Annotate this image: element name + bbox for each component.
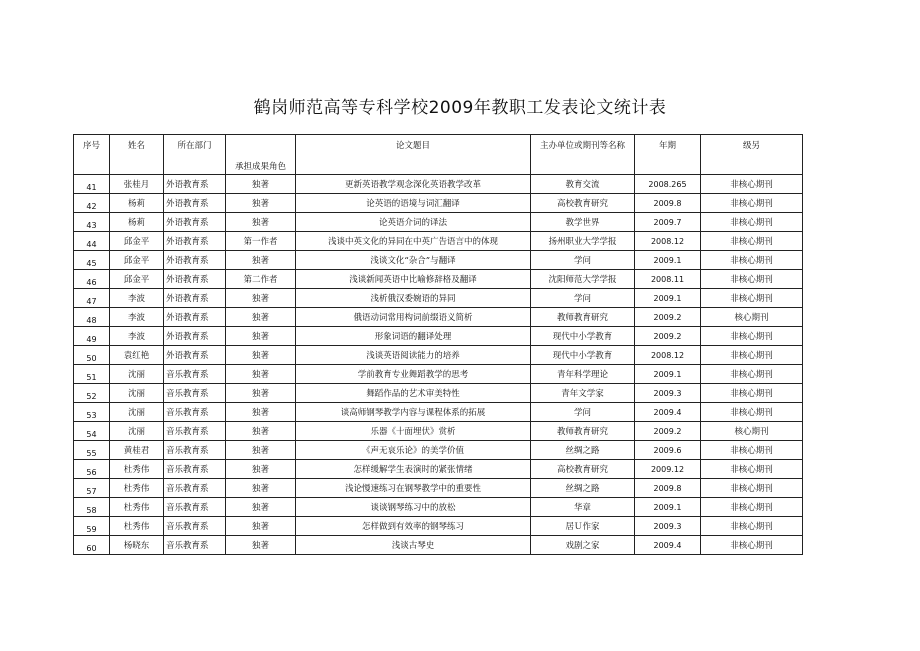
cell-level: 非核心期刊: [701, 479, 803, 498]
cell-role: 独著: [226, 384, 296, 403]
cell-no: 55: [74, 441, 110, 460]
cell-name: 杨晓东: [110, 536, 164, 555]
table-row: [74, 270, 803, 289]
cell-name: 袁红艳: [110, 346, 164, 365]
header-level: 级另: [701, 135, 803, 175]
papers-table: [73, 134, 803, 555]
cell-role: 独著: [226, 327, 296, 346]
page-title: 鹤岗师范高等专科学校2009年教职工发表论文统计表: [253, 98, 667, 118]
cell-role: 独著: [226, 479, 296, 498]
cell-dept: 外语教育系: [164, 175, 226, 194]
cell-period: 2009.2: [635, 327, 701, 346]
cell-dept: 外语教育系: [164, 327, 226, 346]
cell-paper: 更新英语教学观念深化英语教学改革: [296, 175, 531, 194]
cell-no: 52: [74, 384, 110, 403]
table-row: [74, 460, 803, 479]
cell-no: 44: [74, 232, 110, 251]
header-role: 承担成果角色: [226, 135, 296, 175]
cell-no: 50: [74, 346, 110, 365]
cell-level: 非核心期刊: [701, 498, 803, 517]
cell-period: 2009.1: [635, 251, 701, 270]
cell-period: 2009.2: [635, 308, 701, 327]
cell-name: 沈丽: [110, 422, 164, 441]
cell-journal: 沈阳师范大学学报: [531, 270, 635, 289]
cell-level: 非核心期刊: [701, 403, 803, 422]
cell-dept: 外语教育系: [164, 308, 226, 327]
cell-journal: 青年文学家: [531, 384, 635, 403]
table-row: [74, 441, 803, 460]
cell-level: 非核心期刊: [701, 460, 803, 479]
cell-role: 独著: [226, 460, 296, 479]
table-row: [74, 479, 803, 498]
cell-period: 2009.7: [635, 213, 701, 232]
cell-dept: 外语教育系: [164, 270, 226, 289]
cell-paper: 论英语的语境与词汇翻译: [296, 194, 531, 213]
cell-role: 独著: [226, 365, 296, 384]
cell-journal: 丝绸之路: [531, 479, 635, 498]
cell-role: 独著: [226, 422, 296, 441]
cell-paper: 浅论慢速练习在钢琴教学中的重要性: [296, 479, 531, 498]
cell-level: 非核心期刊: [701, 327, 803, 346]
table-row: [74, 365, 803, 384]
cell-period: 2009.1: [635, 365, 701, 384]
cell-level: 非核心期刊: [701, 536, 803, 555]
cell-role: 独著: [226, 517, 296, 536]
cell-role: 独著: [226, 536, 296, 555]
header-name: 姓名: [110, 135, 164, 175]
cell-level: 非核心期刊: [701, 251, 803, 270]
cell-no: 60: [74, 536, 110, 555]
cell-paper: 形象词语的翻译处理: [296, 327, 531, 346]
cell-name: 沈丽: [110, 384, 164, 403]
cell-journal: 高校教育研究: [531, 194, 635, 213]
cell-dept: 音乐教育系: [164, 498, 226, 517]
cell-level: 非核心期刊: [701, 232, 803, 251]
cell-role: 独著: [226, 441, 296, 460]
cell-name: 李波: [110, 289, 164, 308]
cell-period: 2008.12: [635, 346, 701, 365]
cell-journal: 扬州职业大学学报: [531, 232, 635, 251]
header-journal: 主办单位或期刊等名称: [531, 135, 635, 175]
cell-no: 58: [74, 498, 110, 517]
cell-level: 非核心期刊: [701, 289, 803, 308]
cell-paper: 浅谈古琴史: [296, 536, 531, 555]
cell-period: 2009.8: [635, 479, 701, 498]
table-row: [74, 194, 803, 213]
cell-no: 59: [74, 517, 110, 536]
table-row: [74, 213, 803, 232]
table-row: [74, 346, 803, 365]
cell-journal: 居Ｕ作家: [531, 517, 635, 536]
cell-journal: 教育交流: [531, 175, 635, 194]
cell-level: 非核心期刊: [701, 517, 803, 536]
table-row: [74, 289, 803, 308]
cell-role: 第二作者: [226, 270, 296, 289]
cell-no: 48: [74, 308, 110, 327]
cell-name: 张桂月: [110, 175, 164, 194]
cell-journal: 学问: [531, 289, 635, 308]
cell-dept: 外语教育系: [164, 194, 226, 213]
cell-level: 非核心期刊: [701, 365, 803, 384]
cell-level: 非核心期刊: [701, 213, 803, 232]
cell-period: 2008.12: [635, 232, 701, 251]
cell-period: 2009.1: [635, 498, 701, 517]
cell-no: 43: [74, 213, 110, 232]
cell-dept: 音乐教育系: [164, 365, 226, 384]
cell-role: 独著: [226, 346, 296, 365]
table-row: [74, 232, 803, 251]
cell-period: 2009.6: [635, 441, 701, 460]
cell-role: 独著: [226, 194, 296, 213]
cell-period: 2009.1: [635, 289, 701, 308]
cell-period: 2009.8: [635, 194, 701, 213]
cell-level: 非核心期刊: [701, 384, 803, 403]
table-row: [74, 422, 803, 441]
cell-period: 2009.3: [635, 384, 701, 403]
cell-journal: 学问: [531, 403, 635, 422]
cell-paper: 论英语介词的译法: [296, 213, 531, 232]
cell-paper: 怎样做到有效率的钢琴练习: [296, 517, 531, 536]
cell-no: 57: [74, 479, 110, 498]
table-row: [74, 175, 803, 194]
cell-dept: 外语教育系: [164, 213, 226, 232]
cell-paper: 浅析俄汉委婉语的异同: [296, 289, 531, 308]
cell-level: 非核心期刊: [701, 270, 803, 289]
table-row: [74, 403, 803, 422]
cell-paper: 怎样缓解学生表演时的紧张情绪: [296, 460, 531, 479]
cell-dept: 音乐教育系: [164, 422, 226, 441]
cell-role: 独著: [226, 251, 296, 270]
table-row: [74, 536, 803, 555]
cell-paper: 学前教育专业舞蹈教学的思考: [296, 365, 531, 384]
cell-name: 杜秀伟: [110, 479, 164, 498]
cell-dept: 音乐教育系: [164, 517, 226, 536]
cell-name: 李波: [110, 327, 164, 346]
cell-paper: 浅谈中英文化的异同在中英广告语言中的体现: [296, 232, 531, 251]
cell-name: 杜秀伟: [110, 460, 164, 479]
cell-paper: 乐器《十面埋伏》赏析: [296, 422, 531, 441]
cell-paper: 舞蹈作品的艺术审美特性: [296, 384, 531, 403]
cell-dept: 音乐教育系: [164, 479, 226, 498]
cell-role: 独著: [226, 289, 296, 308]
cell-no: 41: [74, 175, 110, 194]
cell-name: 沈丽: [110, 365, 164, 384]
cell-level: 核心期刊: [701, 422, 803, 441]
header-dept: 所在部门: [164, 135, 226, 175]
cell-dept: 外语教育系: [164, 251, 226, 270]
cell-name: 沈丽: [110, 403, 164, 422]
cell-role: 第一作者: [226, 232, 296, 251]
cell-journal: 现代中小学教育: [531, 327, 635, 346]
cell-dept: 外语教育系: [164, 289, 226, 308]
cell-name: 邱金平: [110, 251, 164, 270]
cell-journal: 教师教育研究: [531, 422, 635, 441]
cell-paper: 《声无哀乐论》的美学价值: [296, 441, 531, 460]
table-row: [74, 308, 803, 327]
header-paper: 论文题目: [296, 135, 531, 175]
cell-journal: 戏剧之家: [531, 536, 635, 555]
table-row: [74, 251, 803, 270]
cell-period: 2009.4: [635, 536, 701, 555]
cell-journal: 学问: [531, 251, 635, 270]
cell-no: 42: [74, 194, 110, 213]
cell-no: 47: [74, 289, 110, 308]
cell-dept: 音乐教育系: [164, 460, 226, 479]
cell-journal: 现代中小学教育: [531, 346, 635, 365]
cell-period: 2009.4: [635, 403, 701, 422]
cell-journal: 高校教育研究: [531, 460, 635, 479]
cell-journal: 教学世界: [531, 213, 635, 232]
cell-name: 黄桂君: [110, 441, 164, 460]
cell-dept: 音乐教育系: [164, 384, 226, 403]
cell-name: 杜秀伟: [110, 517, 164, 536]
cell-period: 2009.12: [635, 460, 701, 479]
cell-dept: 外语教育系: [164, 232, 226, 251]
cell-paper: 谈高师钢琴教学内容与课程体系的拓展: [296, 403, 531, 422]
cell-no: 56: [74, 460, 110, 479]
cell-paper: 浅谈文化“杂合”与翻译: [296, 251, 531, 270]
cell-level: 非核心期刊: [701, 346, 803, 365]
cell-role: 独著: [226, 175, 296, 194]
cell-no: 54: [74, 422, 110, 441]
cell-name: 邱金平: [110, 270, 164, 289]
cell-no: 51: [74, 365, 110, 384]
cell-no: 46: [74, 270, 110, 289]
cell-journal: 华章: [531, 498, 635, 517]
cell-paper: 浅谈新闻英语中比喻修辞格及翻译: [296, 270, 531, 289]
header-no: 序号: [74, 135, 110, 175]
table-row: [74, 498, 803, 517]
cell-role: 独著: [226, 213, 296, 232]
cell-no: 49: [74, 327, 110, 346]
header-period: 年期: [635, 135, 701, 175]
cell-no: 45: [74, 251, 110, 270]
cell-dept: 音乐教育系: [164, 441, 226, 460]
table-row: [74, 327, 803, 346]
cell-level: 核心期刊: [701, 308, 803, 327]
cell-dept: 音乐教育系: [164, 536, 226, 555]
cell-name: 杨莉: [110, 194, 164, 213]
cell-period: 2009.2: [635, 422, 701, 441]
cell-level: 非核心期刊: [701, 175, 803, 194]
cell-name: 杜秀伟: [110, 498, 164, 517]
cell-name: 李波: [110, 308, 164, 327]
cell-role: 独著: [226, 308, 296, 327]
cell-role: 独著: [226, 498, 296, 517]
cell-name: 杨莉: [110, 213, 164, 232]
table-row: [74, 384, 803, 403]
cell-no: 53: [74, 403, 110, 422]
cell-level: 非核心期刊: [701, 441, 803, 460]
cell-role: 独著: [226, 403, 296, 422]
table-header-row: [74, 135, 803, 175]
table-row: [74, 517, 803, 536]
cell-period: 2008.265: [635, 175, 701, 194]
cell-journal: 教师教育研究: [531, 308, 635, 327]
cell-dept: 外语教育系: [164, 346, 226, 365]
cell-paper: 俄语动词常用构词前缀语义简析: [296, 308, 531, 327]
cell-paper: 浅谈英语阅读能力的培养: [296, 346, 531, 365]
cell-journal: 青年科学理论: [531, 365, 635, 384]
cell-paper: 谈谈钢琴练习中的放松: [296, 498, 531, 517]
cell-level: 非核心期刊: [701, 194, 803, 213]
cell-dept: 音乐教育系: [164, 403, 226, 422]
cell-period: 2008.11: [635, 270, 701, 289]
cell-period: 2009.3: [635, 517, 701, 536]
cell-name: 邱金平: [110, 232, 164, 251]
cell-journal: 丝绸之路: [531, 441, 635, 460]
